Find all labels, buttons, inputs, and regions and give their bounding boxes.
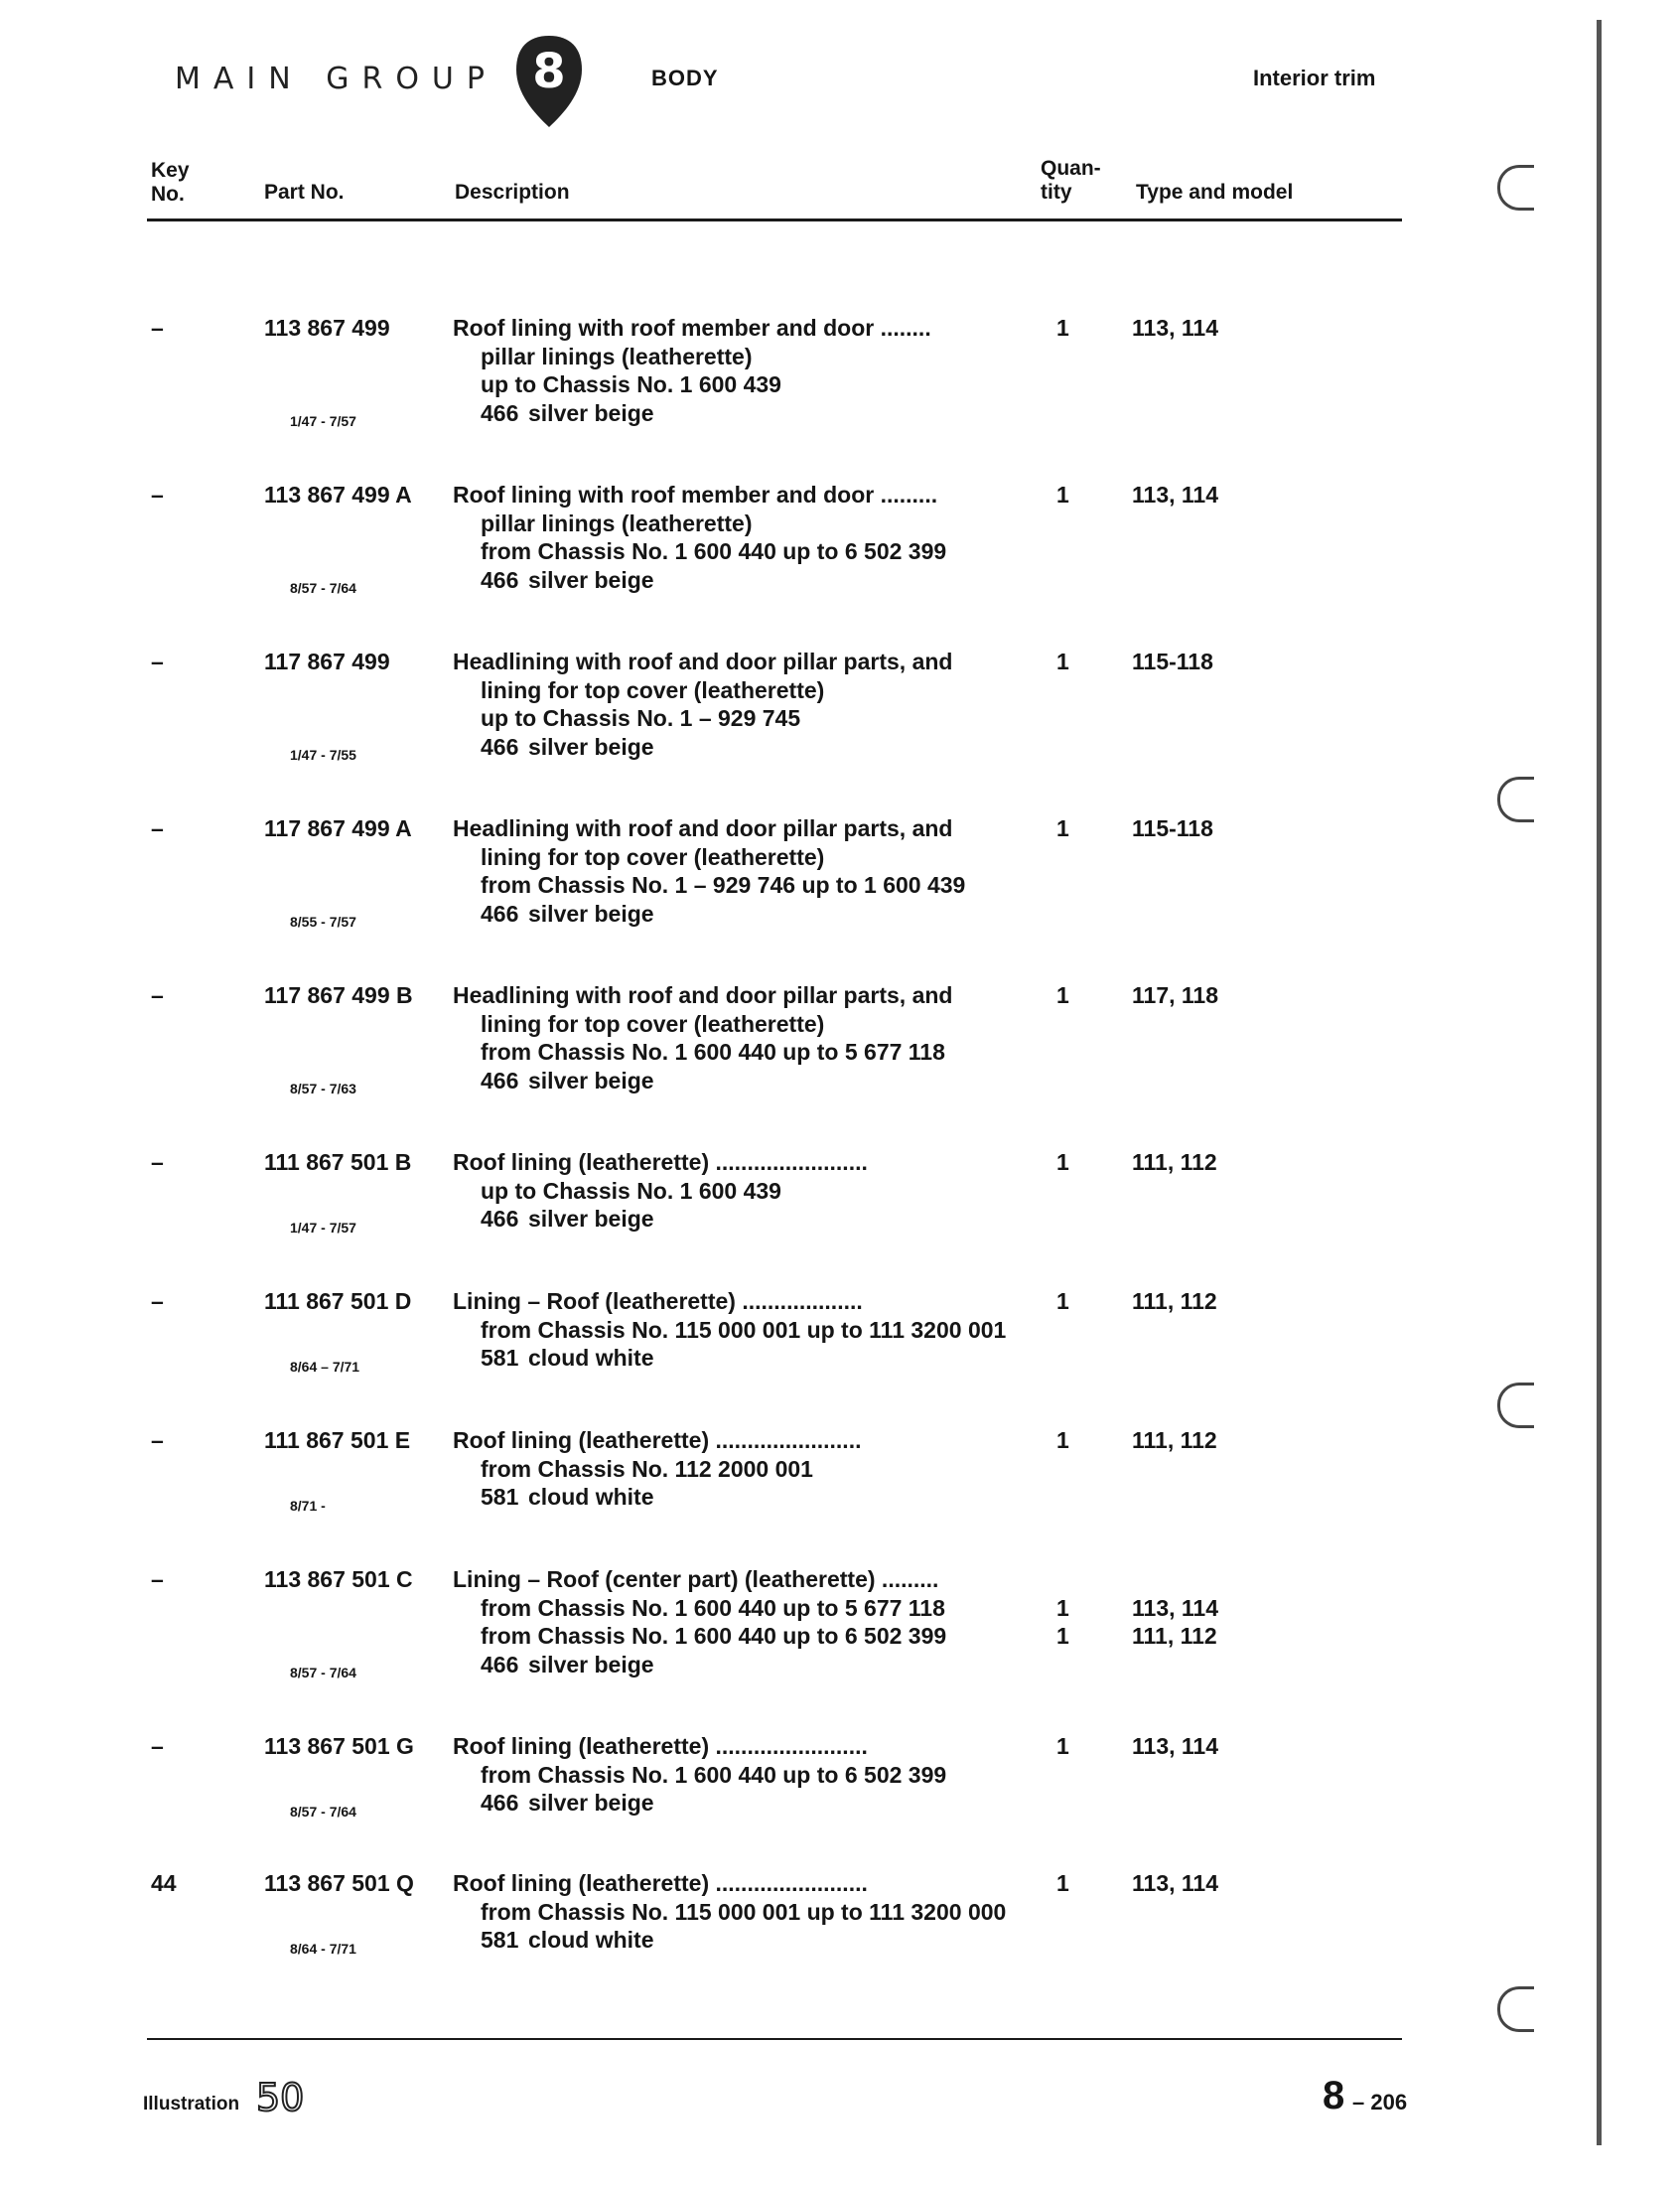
production-date: 8/71 - [290,1498,326,1514]
part-no: 111 867 501 D [264,1288,412,1314]
description-line: Headlining with roof and door pillar parts, and [453,815,953,841]
description-line: Roof lining (leatherette) ........................ [453,1733,868,1759]
binder-ring-icon [1497,1986,1534,2032]
color-line [453,1483,1019,1512]
page-number-group: 8 [1323,2074,1345,2117]
production-date: 8/57 - 7/64 [290,1665,356,1680]
description-line: Headlining with roof and door pillar parts, and [453,649,953,674]
description-line: up to Chassis No. 1 600 439 [481,371,781,397]
part-no: 113 867 501 G [264,1733,414,1759]
type-model: 115-118 [1132,815,1213,841]
production-date: 8/64 – 7/71 [290,1359,360,1375]
color-code: 466 [481,1067,519,1094]
color-name: cloud white [528,1927,654,1953]
color-code: 466 [481,1790,519,1816]
description [453,314,1019,427]
color-line [453,566,1019,595]
quantity: 1 [1056,815,1069,841]
color-line [453,1205,1019,1234]
description-line: Lining – Roof (center part) (leatherette) ......... [453,1566,939,1592]
description-line: from Chassis No. 1 600 440 up to 5 677 118 [481,1594,945,1621]
part-no: 117 867 499 A [264,815,412,841]
description-line: Roof lining with roof member and door ......... [453,482,938,508]
description-line: lining for top cover (leatherette) [481,676,825,703]
quantity: 1 [1056,1288,1069,1314]
description [453,981,1019,1094]
type-model: 113, 114 [1132,1594,1218,1621]
type-model: 111, 112 [1132,1623,1217,1649]
part-no: 111 867 501 B [264,1149,412,1175]
part-no: 111 867 501 E [264,1427,411,1453]
key-no: – [151,982,164,1008]
description-line: Roof lining (leatherette) ........................ [453,1870,868,1896]
part-no: 113 867 499 [264,315,390,341]
color-name: silver beige [528,1651,654,1677]
color-name: silver beige [528,900,654,927]
production-date: 1/47 - 7/57 [290,1220,356,1236]
color-name: silver beige [528,399,654,426]
part-no: 117 867 499 [264,649,390,674]
description [453,1565,1019,1678]
binder-ring-icon [1497,165,1534,211]
color-line [453,733,1019,762]
production-date: 8/57 - 7/64 [290,580,356,596]
description-line: Lining – Roof (leatherette) ................... [453,1288,863,1314]
description-line: from Chassis No. 115 000 001 up to 111 3200 000 [481,1898,1007,1925]
footer-rule [147,2038,1402,2040]
illustration-number: 50 [256,2076,305,2119]
color-line [453,1344,1019,1373]
type-model: 117, 118 [1132,982,1218,1008]
type-model: 111, 112 [1132,1288,1217,1314]
key-no: – [151,649,164,674]
description [453,648,1019,761]
description-line: lining for top cover (leatherette) [481,843,825,870]
description-line: pillar linings (leatherette) [481,343,753,369]
color-line [453,1789,1019,1818]
description-line: lining for top cover (leatherette) [481,1010,825,1037]
color-code: 466 [481,1206,519,1232]
color-name: silver beige [528,733,654,760]
production-date: 8/57 - 7/64 [290,1804,356,1820]
production-date: 8/55 - 7/57 [290,914,356,930]
description [453,1287,1019,1373]
description [453,1426,1019,1512]
quantity: 1 [1056,1623,1069,1649]
color-code: 466 [481,733,519,760]
description-line: from Chassis No. 1 – 929 746 up to 1 600 439 [481,872,966,898]
description [453,1148,1019,1234]
type-model: 113, 114 [1132,482,1218,508]
binder-ring-icon [1497,777,1534,822]
type-model: 111, 112 [1132,1149,1217,1175]
section-title: Interior trim [1253,66,1376,90]
quantity: 1 [1056,982,1069,1008]
key-no: – [151,1733,164,1759]
key-no: – [151,1149,164,1175]
quantity: 1 [1056,1733,1069,1759]
description [453,481,1019,594]
description-line: Headlining with roof and door pillar parts, and [453,982,953,1008]
quantity: 1 [1056,315,1069,341]
quantity: 1 [1056,1427,1069,1453]
quantity: 1 [1056,1870,1069,1896]
part-no: 113 867 501 Q [264,1870,414,1896]
illustration-label: Illustration [143,2094,240,2114]
production-date: 1/47 - 7/55 [290,747,356,763]
description-line: from Chassis No. 1 600 440 up to 6 502 399 [481,1761,947,1788]
key-no: 44 [151,1870,177,1896]
key-no: – [151,815,164,841]
col-header-key-no [151,159,190,207]
type-model: 115-118 [1132,649,1213,674]
body-label: BODY [651,66,719,90]
color-line [453,399,1019,428]
part-no: 117 867 499 B [264,982,413,1008]
color-line [453,1926,1019,1955]
header-rule [147,219,1402,221]
key-no: – [151,482,164,508]
color-name: silver beige [528,1067,654,1094]
description [453,814,1019,928]
type-model: 113, 114 [1132,1870,1218,1896]
col-header-type-model: Type and model [1136,181,1294,204]
page-number-sub: – 206 [1352,2090,1408,2114]
color-line [453,1067,1019,1095]
quantity: 1 [1056,482,1069,508]
color-name: silver beige [528,566,654,593]
group-number: 8 [532,44,566,99]
col-header-description: Description [455,181,570,204]
key-no: – [151,315,164,341]
col-header-quantity [1041,157,1101,205]
part-no: 113 867 501 C [264,1566,413,1592]
color-code: 466 [481,900,519,927]
description-line: up to Chassis No. 1 – 929 745 [481,705,801,731]
description-line: from Chassis No. 115 000 001 up to 111 3200 001 [481,1316,1007,1343]
color-code: 581 [481,1927,519,1953]
quantity: 1 [1056,649,1069,674]
color-code: 581 [481,1484,519,1510]
key-no: – [151,1427,164,1453]
production-date: 8/57 - 7/63 [290,1081,356,1096]
description-line: Roof lining (leatherette) ....................... [453,1427,862,1453]
description [453,1869,1019,1955]
type-model: 111, 112 [1132,1427,1217,1453]
col-header-qty-line2: tity [1041,181,1072,204]
binder-edge [1597,20,1602,2145]
color-code: 466 [481,1651,519,1677]
description-line: from Chassis No. 1 600 440 up to 6 502 399 [481,1623,947,1649]
description-line: from Chassis No. 112 2000 001 [481,1455,813,1482]
quantity: 1 [1056,1594,1069,1621]
col-header-key-line1: Key [151,159,190,182]
key-no: – [151,1566,164,1592]
production-date: 8/64 - 7/71 [290,1941,356,1957]
description-line: up to Chassis No. 1 600 439 [481,1177,781,1204]
col-header-key-line2: No. [151,183,185,206]
description-line: Roof lining (leatherette) ........................ [453,1149,868,1175]
description-line: from Chassis No. 1 600 440 up to 6 502 399 [481,538,947,564]
color-name: cloud white [528,1484,654,1510]
color-name: silver beige [528,1206,654,1232]
description-line: pillar linings (leatherette) [481,510,753,536]
description-line: Roof lining with roof member and door ........ [453,315,931,341]
description-line: from Chassis No. 1 600 440 up to 5 677 118 [481,1039,945,1065]
color-code: 581 [481,1345,519,1371]
binder-ring-icon [1497,1383,1534,1428]
type-model: 113, 114 [1132,315,1218,341]
color-line [453,1651,1019,1679]
color-name: silver beige [528,1790,654,1816]
color-name: cloud white [528,1345,654,1371]
col-header-qty-line1: Quan- [1041,157,1101,180]
type-model: 113, 114 [1132,1733,1218,1759]
part-no: 113 867 499 A [264,482,412,508]
quantity: 1 [1056,1149,1069,1175]
description [453,1732,1019,1818]
color-code: 466 [481,566,519,593]
production-date: 1/47 - 7/57 [290,413,356,429]
main-group-label: MAIN GROUP [175,62,497,96]
color-line [453,900,1019,929]
key-no: – [151,1288,164,1314]
col-header-part-no: Part No. [264,181,345,204]
color-code: 466 [481,399,519,426]
